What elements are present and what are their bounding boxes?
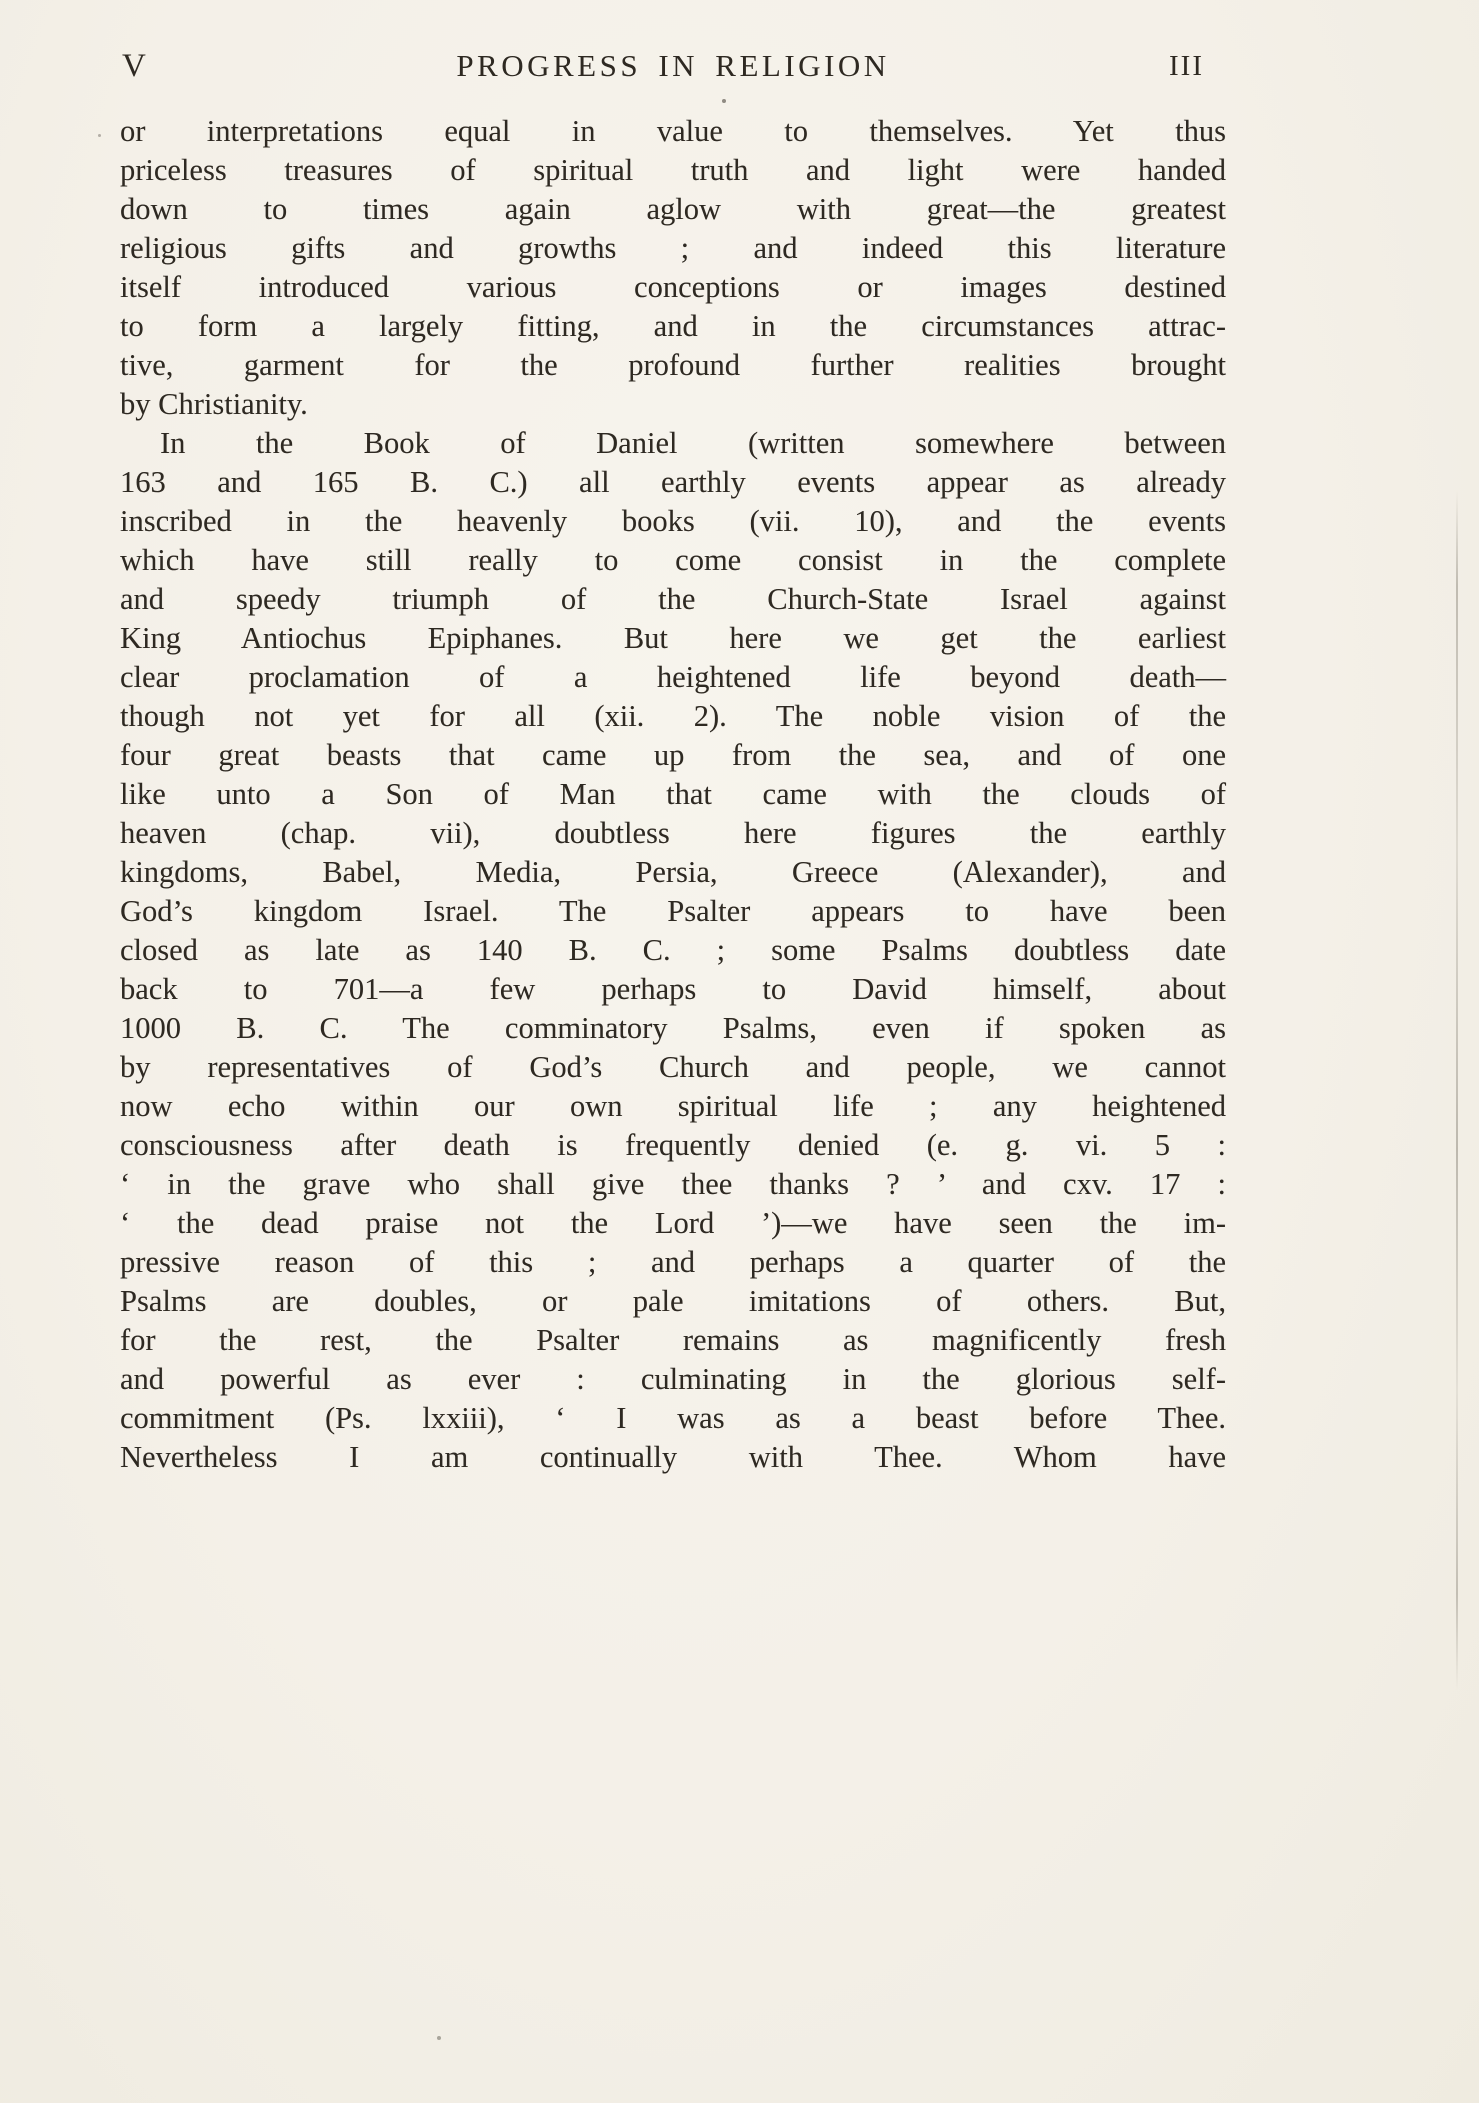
scan-speck xyxy=(722,99,726,103)
running-title: PROGRESS IN RELIGION xyxy=(456,48,890,83)
text-line: by Christianity. xyxy=(120,387,308,421)
text-line: or interpretations equal in value to themselves. Yet thus xyxy=(120,114,1226,148)
scan-speck xyxy=(437,2036,441,2040)
text-line: Psalms are doubles, or pale imitations of others. But, xyxy=(120,1284,1226,1318)
text-line: now echo within our own spiritual life ; any heightened xyxy=(120,1089,1226,1123)
text-line: itself introduced various conceptions or images destined xyxy=(120,270,1226,304)
page-number: III xyxy=(1169,50,1204,82)
text-line: down to times again aglow with great—the greatest xyxy=(120,192,1226,226)
text-line: heaven (chap. vii), doubtless here figures the earthly xyxy=(120,816,1226,850)
text-line: to form a largely fitting, and in the circumstances attrac- xyxy=(120,309,1226,343)
scan-artifact-line xyxy=(1456,490,1458,1690)
text-line: King Antiochus Epiphanes. But here we get the earliest xyxy=(120,621,1226,655)
scan-speck xyxy=(98,134,101,137)
text-line: commitment (Ps. lxxiii), ‘ I was as a beast before Thee. xyxy=(120,1401,1226,1435)
text-line: clear proclamation of a heightened life beyond death— xyxy=(120,660,1226,694)
text-line: and speedy triumph of the Church-State Israel against xyxy=(120,582,1226,616)
page-body xyxy=(120,112,1226,1477)
text-line: though not yet for all (xii. 2). The noble vision of the xyxy=(120,699,1226,733)
text-line: kingdoms, Babel, Media, Persia, Greece (Alexander), and xyxy=(120,855,1226,889)
text-line: tive, garment for the profound further realities brought xyxy=(120,348,1226,382)
chapter-number: V xyxy=(122,48,147,84)
text-line: ‘ in the grave who shall give thee thanks ? ’ and cxv. 17 : xyxy=(120,1167,1226,1201)
text-line: consciousness after death is frequently denied (e. g. vi. 5 : xyxy=(120,1128,1226,1162)
text-line: God’s kingdom Israel. The Psalter appears to have been xyxy=(120,894,1226,928)
text-line: for the rest, the Psalter remains as magnificently fresh xyxy=(120,1323,1226,1357)
text-line: inscribed in the heavenly books (vii. 10), and the events xyxy=(120,504,1226,538)
text-line: priceless treasures of spiritual truth and light were handed xyxy=(120,153,1226,187)
text-line: like unto a Son of Man that came with the clouds of xyxy=(120,777,1226,811)
page-header xyxy=(120,48,1226,94)
text-line: In the Book of Daniel (written somewhere between xyxy=(160,426,1226,460)
text-line: and powerful as ever : culminating in the glorious self- xyxy=(120,1362,1226,1396)
text-line: four great beasts that came up from the sea, and of one xyxy=(120,738,1226,772)
text-line: closed as late as 140 B. C. ; some Psalms doubtless date xyxy=(120,933,1226,967)
text-line: religious gifts and growths ; and indeed this literature xyxy=(120,231,1226,265)
text-line: ‘ the dead praise not the Lord ’)—we have seen the im- xyxy=(120,1206,1226,1240)
text-line: Nevertheless I am continually with Thee. Whom have xyxy=(120,1440,1226,1474)
text-line: which have still really to come consist in the complete xyxy=(120,543,1226,577)
text-line: 1000 B. C. The comminatory Psalms, even if spoken as xyxy=(120,1011,1226,1045)
text-line: by representatives of God’s Church and people, we cannot xyxy=(120,1050,1226,1084)
text-line: 163 and 165 B. C.) all earthly events appear as already xyxy=(120,465,1226,499)
text-line: pressive reason of this ; and perhaps a quarter of the xyxy=(120,1245,1226,1279)
text-line: back to 701—a few perhaps to David himself, about xyxy=(120,972,1226,1006)
